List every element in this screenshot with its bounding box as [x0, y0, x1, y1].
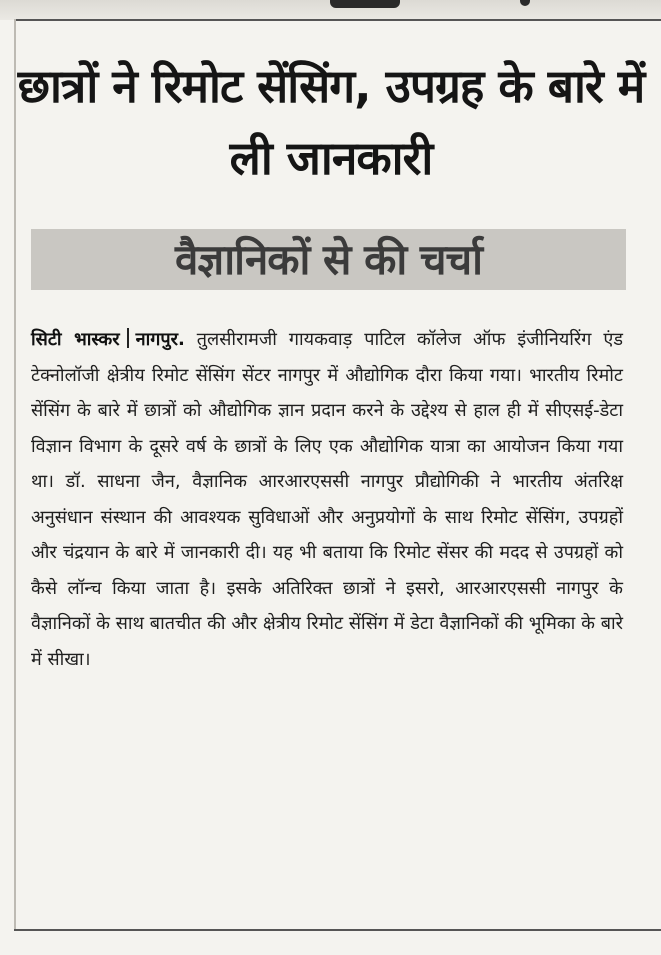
- byline-separator: [127, 328, 129, 348]
- cropped-text-fragment: [330, 0, 400, 8]
- top-rule: [14, 19, 661, 21]
- subheadline: वैज्ञानिकों से की चर्चा: [174, 235, 483, 284]
- bottom-rule: [14, 929, 661, 931]
- headline: छात्रों ने रिमोट सेंसिंग, उपग्रह के बारे में ली जानकारी: [17, 59, 645, 185]
- previous-article-strip: [0, 0, 661, 20]
- article-body-text: तुलसीरामजी गायकवाड़ पाटिल कॉलेज ऑफ इंजीनियरिंग एंड टेक्नोलॉजी क्षेत्रीय रिमोट सेंसिंग सेंटर नागपुर में औद्योगिक दौरा किया गया। भारतीय रिमोट सेंसिंग के बारे में छात्रों को औद्योगिक ज्ञान प्रदान करने के उद्देश्य से हाल ही में सीएसई-डेटा विज्ञान विभाग के दूसरे वर्ष के छात्रों के लिए एक औद्योगिक यात्रा का आयोजन किया गया था। डॉ. साधना जैन, वैज्ञानिक आरआरएससी नागपुर प्रौद्योगिकी ने भारतीय अंतरिक्ष अनुसंधान संस्थान की आवश्यक सुविधाओं और अनुप्रयोगों के साथ रिमोट सेंसिंग, उपग्रहों और चंद्रयान के बारे में जानकारी दी। यह भी बताया कि रिमोट सेंसर की मदद से उपग्रहों को कैसे लॉन्च किया जाता है। इसके अतिरिक्त छात्रों ने इसरो, आरआरएससी नागपुर के वैज्ञानिकों के साथ बातचीत की और क्षेत्रीय रिमोट सेंसिंग में डेटा वैज्ञानिकों की भूमिका के बारे में सीखा।: [31, 329, 623, 670]
- dateline: नागपुर.: [135, 329, 185, 350]
- cropped-text-fragment: [520, 0, 530, 6]
- article-body: [31, 322, 623, 677]
- byline: सिटी भास्कर: [31, 329, 120, 350]
